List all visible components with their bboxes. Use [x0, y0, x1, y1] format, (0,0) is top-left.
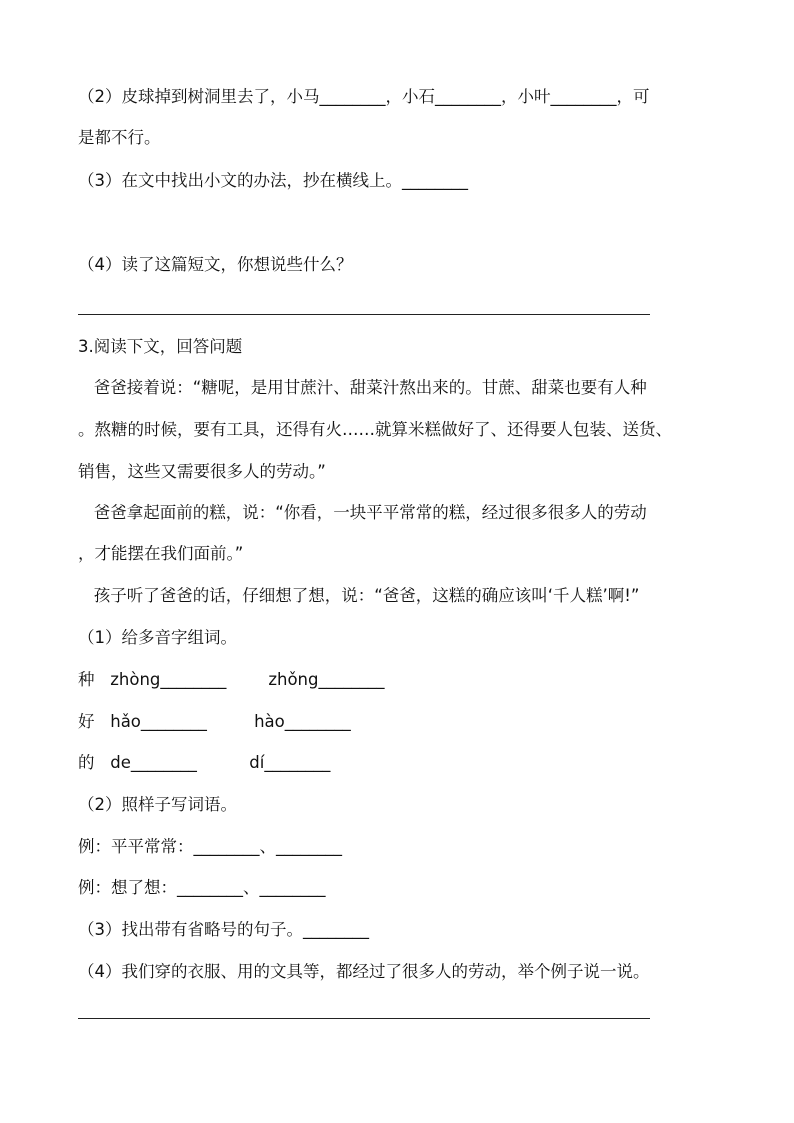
- example-row: 例：想了想：________、________: [78, 878, 326, 897]
- s3-q3-prompt: （3）找出带有省略号的句子。________: [78, 920, 369, 939]
- q2-line1: （2）皮球掉到树洞里去了，小马________，小石________，小叶________，可: [78, 87, 650, 106]
- q2-line2: 是都不行。: [78, 128, 161, 147]
- example-row: 例：平平常常：________、________: [78, 837, 342, 856]
- polyphone-row: 种 zhòng________ zhǒng________: [78, 670, 385, 689]
- answer-line[interactable]: [78, 1018, 650, 1019]
- passage-line: 爸爸拿起面前的糕，说：“你看，一块平平常常的糕，经过很多很多人的劳动: [78, 503, 647, 522]
- passage-line: 。熬糖的时候，要有工具，还得有火……就算米糕做好了、还得要人包装、送货、: [78, 420, 672, 439]
- s3-q1-prompt: （1）给多音字组词。: [78, 628, 237, 647]
- q4-prompt: （4）读了这篇短文，你想说些什么？: [78, 255, 353, 274]
- polyphone-row: 的 de________ dí________: [78, 753, 331, 772]
- answer-line[interactable]: [78, 314, 650, 315]
- s3-q2-prompt: （2）照样子写词语。: [78, 795, 237, 814]
- passage-line: ，才能摆在我们面前。”: [78, 544, 244, 563]
- q3-prompt: （3）在文中找出小文的办法，抄在横线上。________: [78, 171, 468, 190]
- passage-line: 爸爸接着说：“糖呢，是用甘蔗汁、甜菜汁熬出来的。甘蔗、甜菜也要有人种: [78, 378, 647, 397]
- section3-heading: 3.阅读下文，回答问题: [78, 337, 243, 356]
- passage-line: 孩子听了爸爸的话，仔细想了想，说：“爸爸，这糕的确应该叫‘千人糕’啊!”: [78, 586, 640, 605]
- s3-q4-prompt: （4）我们穿的衣服、用的文具等，都经过了很多人的劳动，举个例子说一说。: [78, 962, 650, 981]
- passage-line: 销售，这些又需要很多人的劳动。”: [78, 462, 326, 481]
- polyphone-row: 好 hǎo________ hào________: [78, 712, 351, 731]
